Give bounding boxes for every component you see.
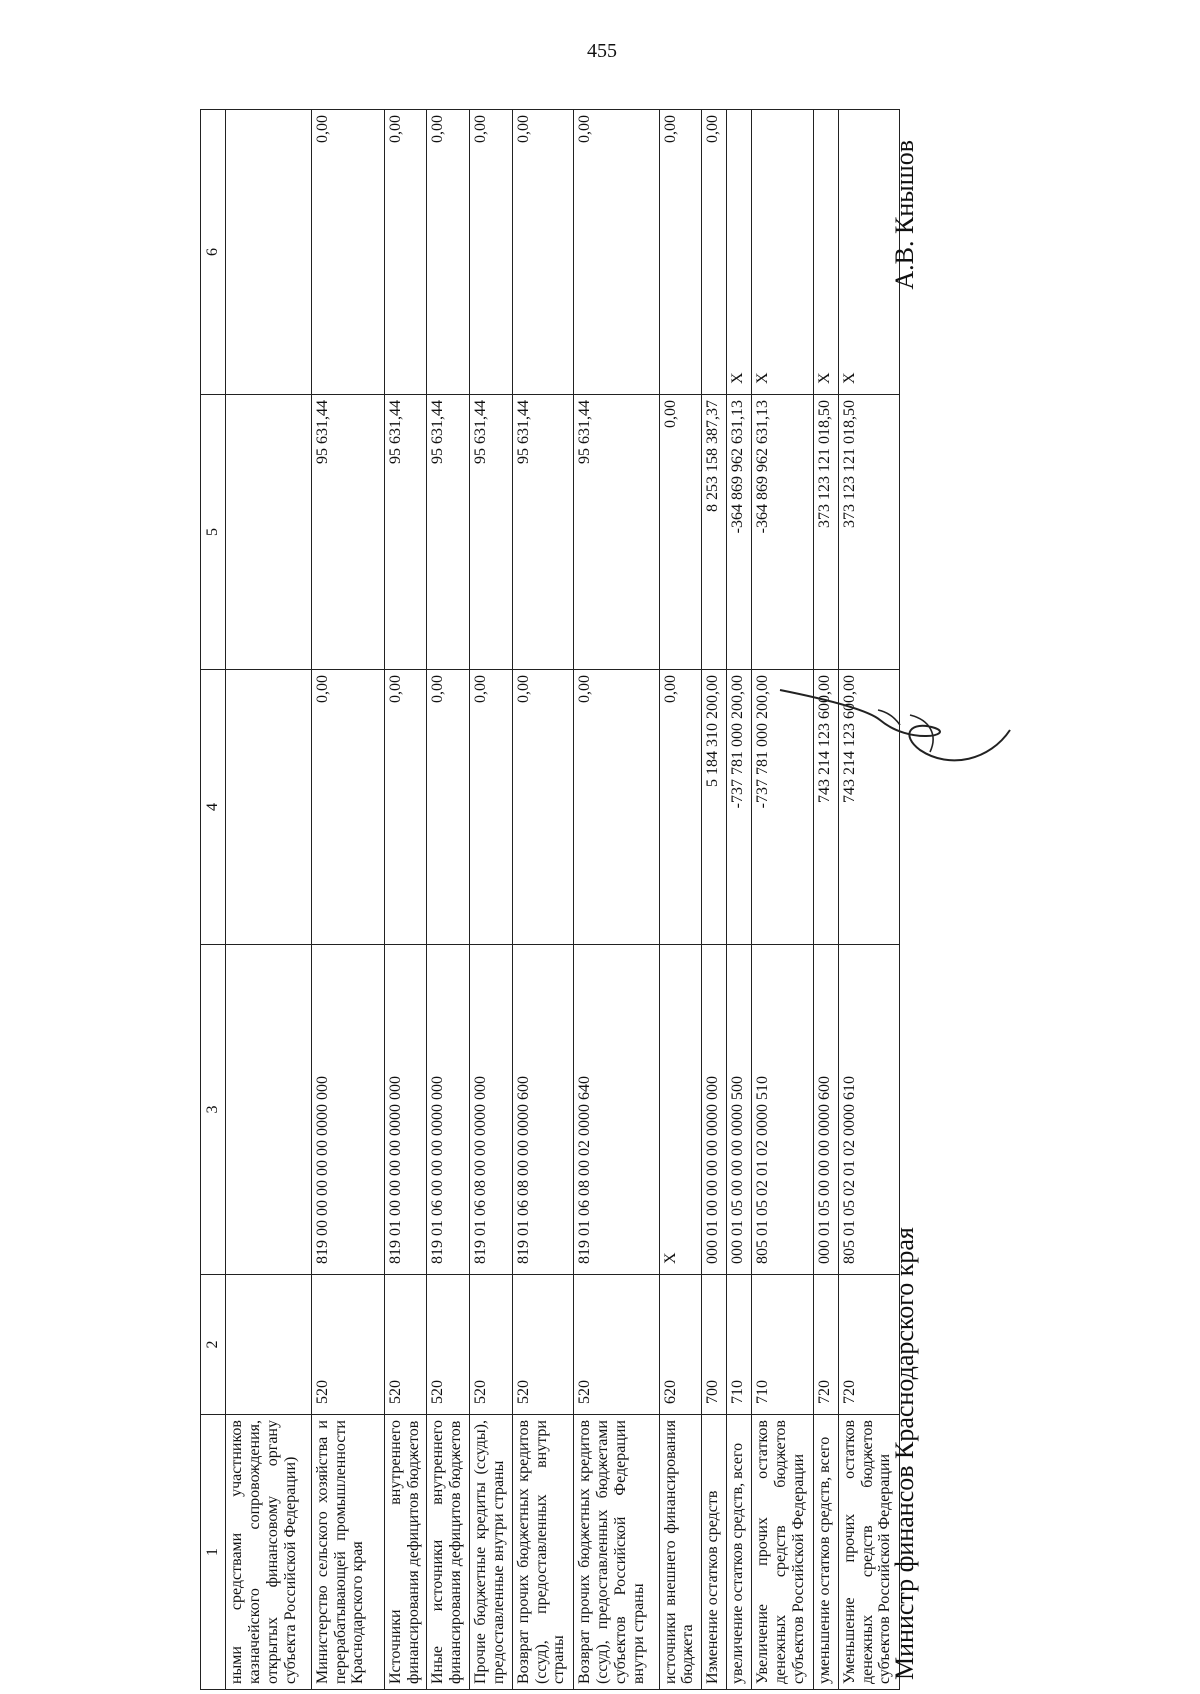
budget-classification-code: 819 01 06 08 00 02 0000 640	[573, 945, 659, 1275]
line-code: 720	[813, 1275, 838, 1415]
budget-classification-code: 000 01 00 00 00 00 0000 000	[702, 945, 727, 1275]
line-code: 710	[727, 1275, 752, 1415]
row-description: Министерство сельского хозяйства и перерабатывающей промышленности Краснодарского края	[311, 1415, 384, 1690]
budget-classification-code: 000 01 05 00 00 00 0000 600	[813, 945, 838, 1275]
budget-classification-code: 819 01 00 00 00 00 0000 000	[384, 945, 427, 1275]
approved-amount: 0,00	[311, 670, 384, 945]
executed-amount: 8 253 158 387,37	[702, 395, 727, 670]
approved-amount: 0,00	[512, 670, 573, 945]
budget-classification-code: 805 01 05 02 01 02 0000 610	[838, 945, 899, 1275]
approved-amount: 743 214 123 600,00	[838, 670, 899, 945]
budget-classification-code: 805 01 05 02 01 02 0000 510	[752, 945, 813, 1275]
table-row	[813, 110, 838, 1690]
unexecuted-amount: 0,00	[427, 110, 470, 395]
header-cell: 5	[201, 395, 226, 670]
unexecuted-amount: 0,00	[573, 110, 659, 395]
unexecuted-amount: X	[838, 110, 899, 395]
row-description: Увеличение прочих остатков денежных средств бюджетов субъектов Российской Федерации	[752, 1415, 813, 1690]
table-header-row	[201, 110, 226, 1690]
table-row	[384, 110, 427, 1690]
line-code	[226, 1275, 312, 1415]
budget-classification-code: 000 01 05 00 00 00 0000 500	[727, 945, 752, 1275]
budget-classification-code: 819 01 06 08 00 00 0000 600	[512, 945, 573, 1275]
line-code: 520	[427, 1275, 470, 1415]
budget-classification-code	[226, 945, 312, 1275]
page-number: 455	[587, 40, 617, 62]
row-description: уменьшение остатков средств, всего	[813, 1415, 838, 1690]
executed-amount: 95 631,44	[427, 395, 470, 670]
approved-amount: 0,00	[469, 670, 512, 945]
unexecuted-amount: X	[813, 110, 838, 395]
header-cell: 3	[201, 945, 226, 1275]
header-cell: 6	[201, 110, 226, 395]
approved-amount: -737 781 000 200,00	[727, 670, 752, 945]
unexecuted-amount: 0,00	[512, 110, 573, 395]
executed-amount: 373 123 121 018,50	[838, 395, 899, 670]
budget-classification-code: X	[659, 945, 702, 1275]
header-cell: 1	[201, 1415, 226, 1690]
unexecuted-amount	[226, 110, 312, 395]
approved-amount: 0,00	[427, 670, 470, 945]
unexecuted-amount: 0,00	[384, 110, 427, 395]
row-description: Источники внутреннего финансирования дефицитов бюджетов	[384, 1415, 427, 1690]
executed-amount: -364 869 962 631,13	[752, 395, 813, 670]
line-code: 520	[573, 1275, 659, 1415]
executed-amount: 95 631,44	[573, 395, 659, 670]
unexecuted-amount: X	[752, 110, 813, 395]
line-code: 720	[838, 1275, 899, 1415]
line-code: 520	[384, 1275, 427, 1415]
approved-amount: 0,00	[384, 670, 427, 945]
executed-amount: 373 123 121 018,50	[813, 395, 838, 670]
line-code: 520	[512, 1275, 573, 1415]
rotated-page-content	[200, 110, 940, 1690]
row-description: ными средствами участников казначейского сопровождения, открытых финансовому органу субъекта Российской Федерации)	[226, 1415, 312, 1690]
row-description: Уменьшение прочих остатков денежных средств бюджетов субъектов Российской Федерации	[838, 1415, 899, 1690]
approved-amount: 743 214 123 600,00	[813, 670, 838, 945]
signatory-name: А.В. Кнышов	[890, 140, 919, 290]
table-row	[727, 110, 752, 1690]
row-description: Возврат прочих бюджетных кредитов (ссуд), предоставленных внутри страны	[512, 1415, 573, 1690]
unexecuted-amount: 0,00	[469, 110, 512, 395]
unexecuted-amount: 0,00	[659, 110, 702, 395]
row-description: Возврат прочих бюджетных кредитов (ссуд), предоставленных бюджетами субъектов Российской Федерации внутри страны	[573, 1415, 659, 1690]
budget-classification-code: 819 00 00 00 00 00 0000 000	[311, 945, 384, 1275]
signatory-position: Министр финансов Краснодарского края	[890, 1227, 919, 1680]
unexecuted-amount: 0,00	[311, 110, 384, 395]
table-row	[427, 110, 470, 1690]
executed-amount: 95 631,44	[311, 395, 384, 670]
table-row	[752, 110, 813, 1690]
executed-amount: 95 631,44	[384, 395, 427, 670]
row-description: Иные источники внутреннего финансирования дефицитов бюджетов	[427, 1415, 470, 1690]
signature-block	[890, 110, 930, 1690]
unexecuted-amount: X	[727, 110, 752, 395]
line-code: 620	[659, 1275, 702, 1415]
approved-amount: 0,00	[659, 670, 702, 945]
budget-classification-code: 819 01 06 08 00 00 0000 000	[469, 945, 512, 1275]
table-row	[512, 110, 573, 1690]
row-description: Изменение остатков средств	[702, 1415, 727, 1690]
line-code: 520	[311, 1275, 384, 1415]
table-row	[573, 110, 659, 1690]
executed-amount: -364 869 962 631,13	[727, 395, 752, 670]
executed-amount	[226, 395, 312, 670]
approved-amount: -737 781 000 200,00	[752, 670, 813, 945]
table-row	[469, 110, 512, 1690]
table-row	[226, 110, 312, 1690]
budget-classification-code: 819 01 06 00 00 00 0000 000	[427, 945, 470, 1275]
row-description: увеличение остатков средств, всего	[727, 1415, 752, 1690]
table-row	[311, 110, 384, 1690]
executed-amount: 0,00	[659, 395, 702, 670]
approved-amount: 5 184 310 200,00	[702, 670, 727, 945]
approved-amount	[226, 670, 312, 945]
finance-table	[200, 109, 900, 1690]
executed-amount: 95 631,44	[512, 395, 573, 670]
row-description: Прочие бюджетные кредиты (ссуды), предоставленные внутри страны	[469, 1415, 512, 1690]
line-code: 710	[752, 1275, 813, 1415]
executed-amount: 95 631,44	[469, 395, 512, 670]
header-cell: 4	[201, 670, 226, 945]
table-row	[702, 110, 727, 1690]
header-cell: 2	[201, 1275, 226, 1415]
unexecuted-amount: 0,00	[702, 110, 727, 395]
approved-amount: 0,00	[573, 670, 659, 945]
row-description: источники внешнего финансирования бюджета	[659, 1415, 702, 1690]
line-code: 700	[702, 1275, 727, 1415]
table-row	[659, 110, 702, 1690]
line-code: 520	[469, 1275, 512, 1415]
